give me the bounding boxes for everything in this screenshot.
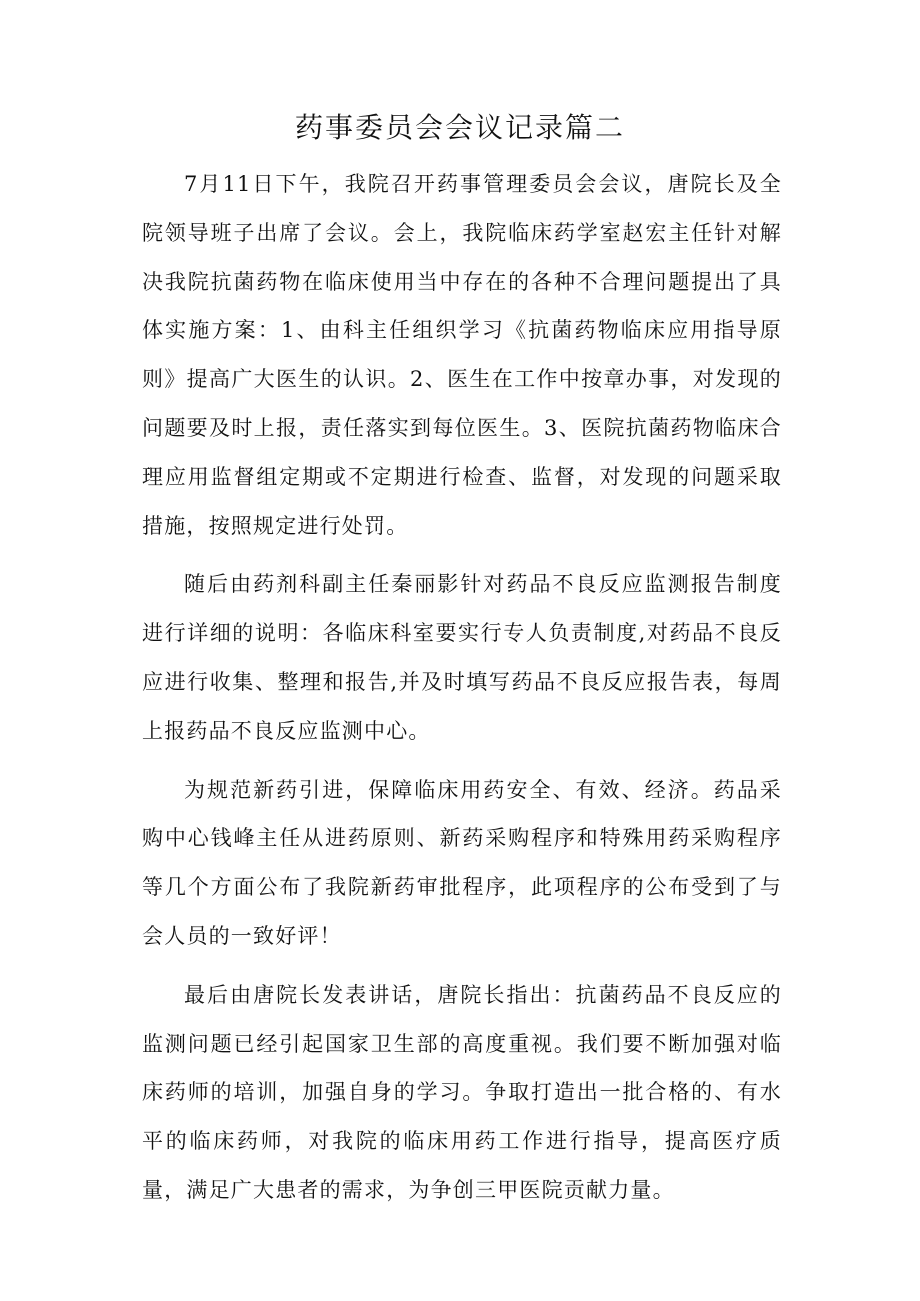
paragraph-closing-speech: 最后由唐院长发表讲话，唐院长指出：抗菌药品不良反应的监测问题已经引起国家卫生部的高度重视。我们要不断加强对临床药师的培训，加强自身的学习。争取打造出一批合格的、有水平的临床药师，对我院的临床用药工作进行指导，提高医疗质量，满足广大患者的需求，为争创三甲医院贡献力量。 [142,982,782,1202]
document-title: 药事委员会会议记录篇二 [294,111,625,144]
document-body [142,160,782,1225]
paragraph-new-drug-procedure: 为规范新药引进，保障临床用药安全、有效、经济。药品采购中心钱峰主任从进药原则、新药采购程序和特殊用药采购程序等几个方面公布了我院新药审批程序，此项程序的公布受到了与会人员的一致好评！ [142,777,782,948]
paragraph-adverse-reaction-report: 随后由药剂科副主任秦丽影针对药品不良反应监测报告制度进行详细的说明：各临床科室要实行专人负责制度,对药品不良反应进行收集、整理和报告,并及时填写药品不良反应报告表，每周上报药品不良反应监测中心。 [142,572,782,743]
paragraph-meeting-opening: 7月11日下午，我院召开药事管理委员会会议，唐院长及全院领导班子出席了会议。会上，我院临床药学室赵宏主任针对解决我院抗菌药物在临床使用当中存在的各种不合理问题提出了具体实施方案：1、由科主任组织学习《抗菌药物临床应用指导原则》提高广大医生的认识。2、医生在工作中按章办事，对发现的问题要及时上报，责任落实到每位医生。3、医院抗菌药物临床合理应用监督组定期或不定期进行检查、监督，对发现的问题采取措施，按照规定进行处罚。 [142,172,782,538]
